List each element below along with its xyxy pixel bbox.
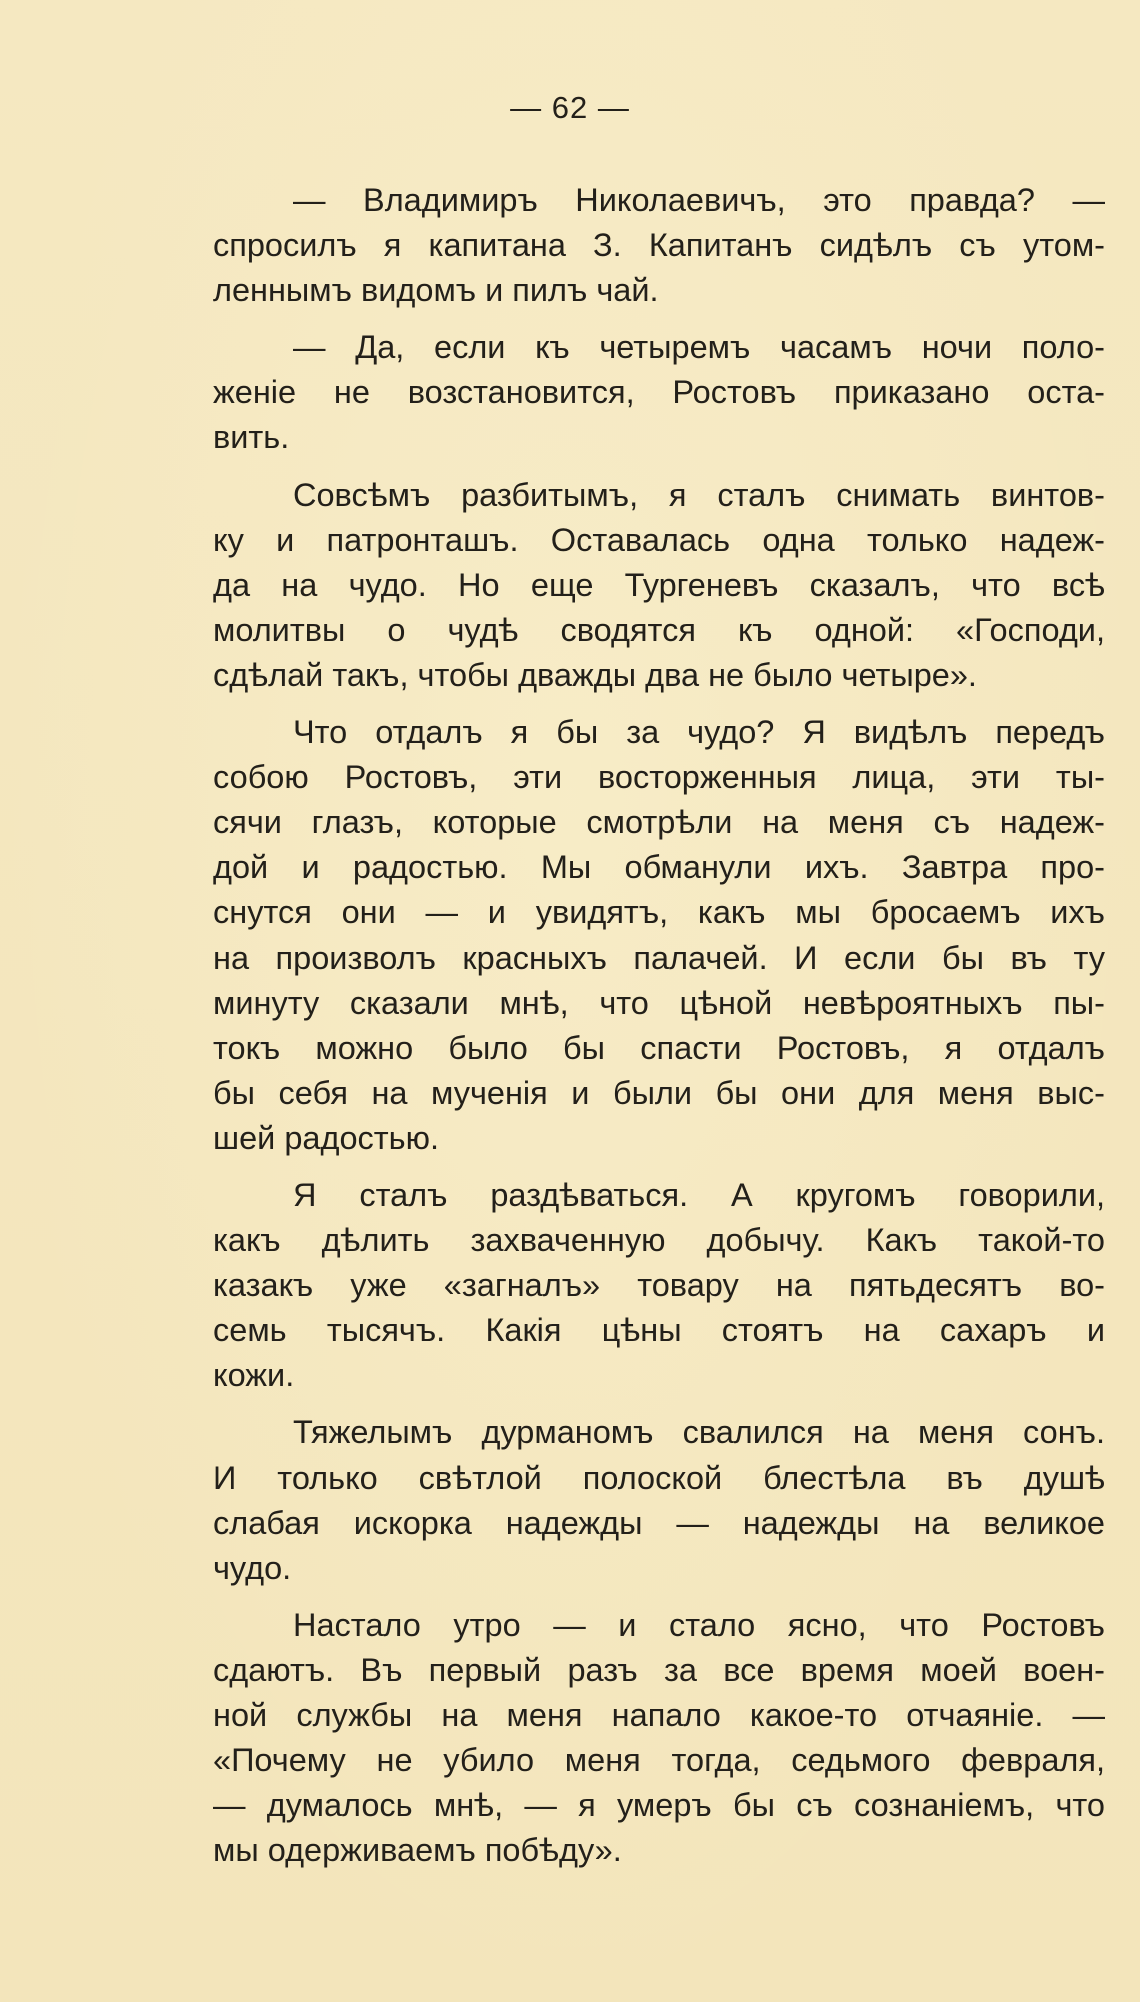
text-line: снутся они — и увидятъ, какъ мы бросаемъ ихъ xyxy=(213,894,1105,931)
paragraph-1 xyxy=(213,178,1105,313)
page-number: — 62 — xyxy=(510,90,630,125)
text-line: «Почему не убило меня тогда, седьмого февраля, xyxy=(213,1742,1105,1779)
text-line: женіе не возстановится, Ростовъ приказано оста- xyxy=(213,374,1105,411)
text-line: кожи. xyxy=(213,1357,295,1394)
text-line: ку и патронташъ. Оставалась одна только надеж- xyxy=(213,521,1105,558)
paragraph-2 xyxy=(213,325,1105,460)
text-line: казакъ уже «загналъ» товару на пятьдесятъ во- xyxy=(213,1267,1105,1304)
text-line: дой и радостью. Мы обманули ихъ. Завтра про- xyxy=(213,849,1105,886)
text-line: И только свѣтлой полоской блестѣла въ душѣ xyxy=(213,1459,1105,1496)
paragraph-6 xyxy=(213,1410,1105,1590)
text-line: сдѣлай такъ, чтобы дважды два не было четыре». xyxy=(213,656,977,693)
text-line: ной службы на меня напало какое-то отчаяніе. — xyxy=(213,1697,1105,1733)
text-line: вить. xyxy=(213,419,290,456)
text-line: — Владимиръ Николаевичъ, это правда? — xyxy=(293,182,1105,218)
paragraph-4 xyxy=(213,710,1105,1161)
text-line: какъ дѣлить захваченную добычу. Какъ такой-то xyxy=(213,1222,1105,1259)
paragraph-5 xyxy=(213,1173,1105,1398)
text-line: молитвы о чудѣ сводятся къ одной: «Господи, xyxy=(213,611,1105,648)
text-line: леннымъ видомъ и пилъ чай. xyxy=(213,272,659,309)
text-line: слабая искорка надежды — надежды на великое xyxy=(213,1504,1105,1541)
text-line: Что отдалъ я бы за чудо? Я видѣлъ передъ xyxy=(293,714,1105,751)
text-line: минуту сказали мнѣ, что цѣной невѣроятныхъ пы- xyxy=(213,984,1105,1021)
text-line: Совсѣмъ разбитымъ, я сталъ снимать винтов- xyxy=(293,476,1105,513)
text-line: чудо. xyxy=(213,1549,292,1586)
text-line: Тяжелымъ дурманомъ свалился на меня сонъ. xyxy=(293,1414,1105,1451)
text-line: — Да, если къ четыремъ часамъ ночи поло- xyxy=(293,329,1105,366)
text-line: сдаютъ. Въ первый разъ за все время моей воен- xyxy=(213,1651,1105,1688)
text-line: Настало утро — и стало ясно, что Ростовъ xyxy=(293,1606,1105,1643)
text-line: — думалось мнѣ, — я умеръ бы съ сознаніемъ, что xyxy=(213,1787,1105,1824)
text-line: семь тысячъ. Какія цѣны стоятъ на сахаръ и xyxy=(213,1312,1105,1349)
text-line: да на чудо. Но еще Тургеневъ сказалъ, что всѣ xyxy=(213,566,1105,603)
paragraph-3 xyxy=(213,473,1105,698)
body-text xyxy=(213,178,1105,1873)
text-line: на произволъ красныхъ палачей. И если бы въ ту xyxy=(213,939,1105,976)
text-line: мы одерживаемъ побѣду». xyxy=(213,1832,622,1869)
text-line: токъ можно было бы спасти Ростовъ, я отдалъ xyxy=(213,1029,1105,1066)
text-line: шей радостью. xyxy=(213,1119,439,1156)
paragraph-7 xyxy=(213,1603,1105,1874)
text-line: Я сталъ раздѣваться. А кругомъ говорили, xyxy=(293,1176,1105,1213)
text-line: бы себя на мученія и были бы они для меня выс- xyxy=(213,1074,1105,1111)
text-line: собою Ростовъ, эти восторженныя лица, эти ты- xyxy=(213,759,1105,796)
text-line: сячи глазъ, которые смотрѣли на меня съ надеж- xyxy=(213,804,1105,841)
text-line: спросилъ я капитана З. Капитанъ сидѣлъ съ утом- xyxy=(213,227,1105,264)
